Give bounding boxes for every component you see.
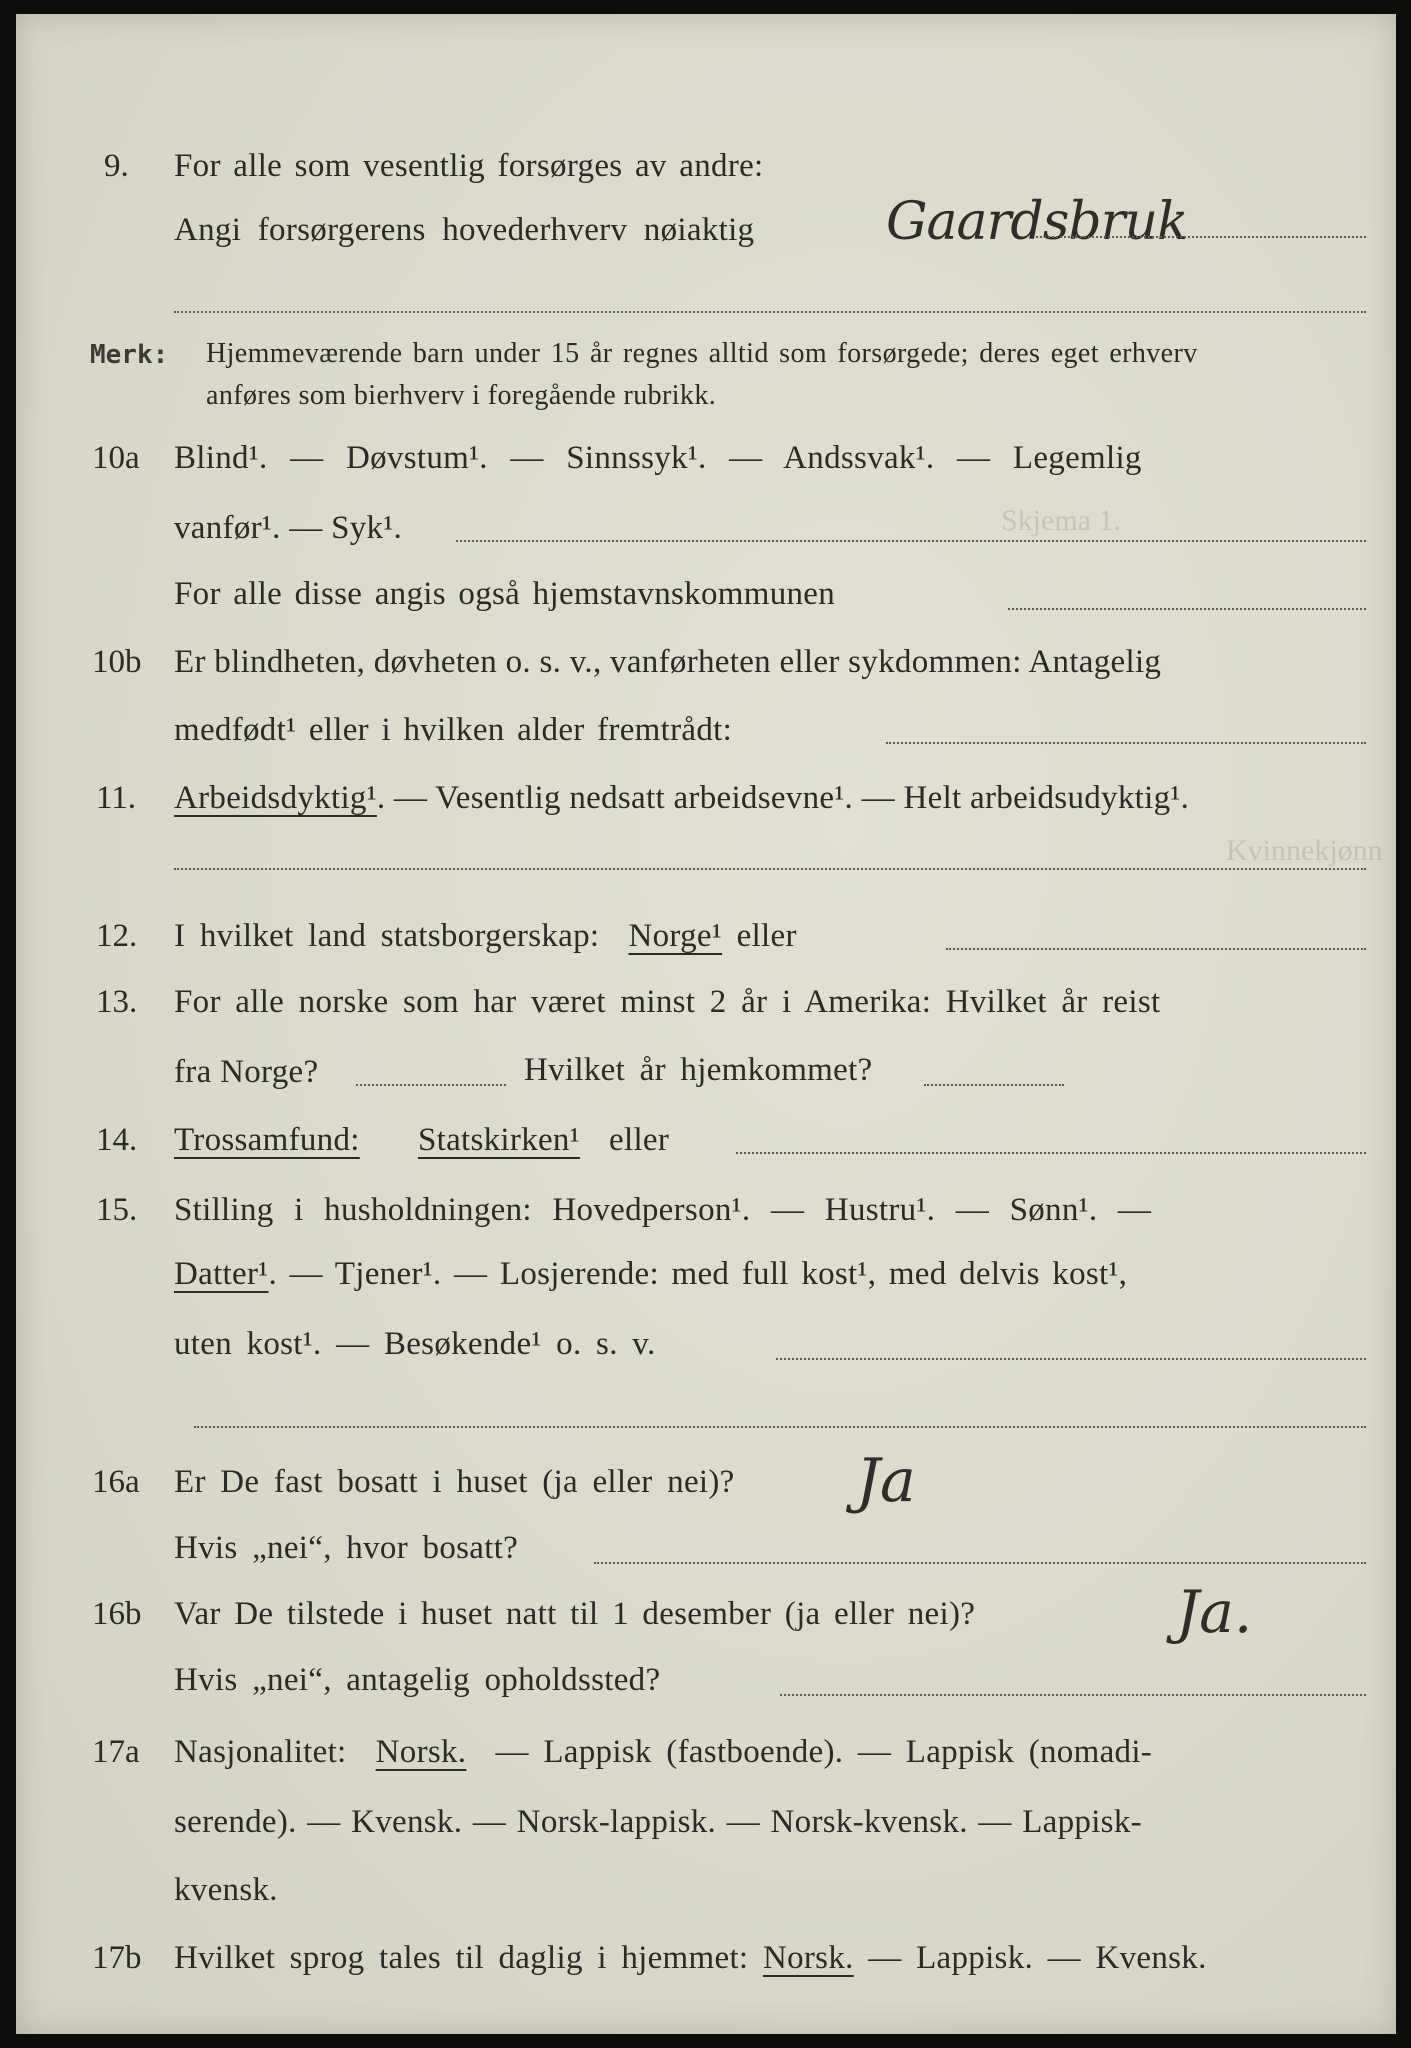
question-12-tail: eller — [736, 918, 797, 954]
question-16b-text-line2: Hvis „nei“, antagelig opholdssted? — [174, 1662, 661, 1698]
question-12-text — [174, 916, 797, 956]
question-9-text-line2: Angi forsørgerens hovederhverv nøiaktig — [174, 212, 755, 248]
question-17a-text — [174, 1732, 1152, 1772]
question-17a-options: — Lappisk (fastboende). — Lappisk (nomadi- — [495, 1734, 1153, 1770]
question-14-text — [174, 1120, 669, 1160]
note-label: Merk: — [90, 340, 169, 370]
question-10a-text-line3: For alle disse angis også hjemstavnskommunen — [174, 576, 836, 612]
option-selected: Datter¹ — [174, 1256, 269, 1292]
answer-line — [194, 1426, 1366, 1428]
census-form-page — [16, 14, 1396, 2034]
question-11-options: . — Vesentlig nedsatt arbeidsevne¹. — Helt arbeidsudyktig¹. — [376, 780, 1190, 816]
answer-line — [356, 1084, 506, 1086]
option-selected: Norsk. — [375, 1734, 467, 1770]
answer-line — [924, 1084, 1064, 1086]
question-14-label: Trossamfund: — [174, 1122, 360, 1158]
answer-line — [776, 1358, 1366, 1360]
question-17b-options: — Lappisk. — Kvensk. — [868, 1940, 1207, 1976]
question-number-14: 14. — [96, 1122, 138, 1158]
question-17b-text — [174, 1938, 1207, 1978]
question-15-text-line3: uten kost¹. — Besøkende¹ o. s. v. — [174, 1326, 656, 1362]
question-10a-text: Blind¹. — Døvstum¹. — Sinnssyk¹. — Andssvak¹. — Legemlig — [174, 440, 1142, 476]
question-16b-text: Var De tilstede i huset natt til 1 desember (ja eller nei)? — [174, 1596, 976, 1632]
question-13-text-line2b: Hvilket år hjemkommet? — [524, 1052, 873, 1088]
note-text-line2: anføres som bierhverv i foregående rubrikk. — [206, 380, 717, 411]
question-17a-text-line3: kvensk. — [174, 1872, 278, 1908]
answer-line — [1036, 236, 1366, 238]
question-number-11: 11. — [96, 780, 137, 816]
answer-line — [886, 742, 1366, 744]
show-through-text: Kvinnekjønn — [1226, 834, 1383, 867]
question-10b-text-line2: medfødt¹ eller i hvilken alder fremtrådt: — [174, 712, 733, 748]
question-number-17b: 17b — [92, 1940, 142, 1976]
answer-line — [594, 1562, 1366, 1564]
question-10b-text: Er blindheten, døvheten o. s. v., vanførheten eller sykdommen: Antagelig — [174, 644, 1162, 680]
handwritten-answer-16a: Ja — [856, 1446, 916, 1516]
question-number-10b: 10b — [92, 644, 142, 680]
question-number-9: 9. — [104, 148, 129, 184]
answer-line — [946, 948, 1366, 950]
question-16a-text-line2: Hvis „nei“, hvor bosatt? — [174, 1530, 519, 1566]
answer-line — [174, 311, 1366, 313]
handwritten-answer-16b: Ja. — [1176, 1578, 1253, 1646]
question-10a-text-line2: vanfør¹. — Syk¹. — [174, 510, 403, 546]
answer-line — [1008, 608, 1366, 610]
question-15-options: . — Tjener¹. — Losjerende: med full kost¹, med delvis kost¹, — [268, 1256, 1128, 1292]
question-number-16a: 16a — [92, 1464, 140, 1500]
question-number-12: 12. — [96, 918, 138, 954]
note-text: Hjemmeværende barn under 15 år regnes alltid som forsørgede; deres eget erhverv — [206, 338, 1198, 369]
question-17b-label: Hvilket sprog tales til daglig i hjemmet: — [174, 1940, 749, 1976]
question-15-text-line2 — [174, 1254, 1127, 1294]
question-number-17a: 17a — [92, 1734, 140, 1770]
question-11-text — [174, 778, 1189, 818]
question-9-text: For alle som vesentlig forsørges av andre: — [174, 148, 764, 184]
option-selected: Statskirken¹ — [417, 1122, 580, 1158]
answer-line — [780, 1694, 1366, 1696]
question-17a-label: Nasjonalitet: — [174, 1734, 347, 1770]
show-through-text: Skjema 1. — [1001, 504, 1121, 537]
answer-line — [174, 868, 1366, 870]
question-number-16b: 16b — [92, 1596, 142, 1632]
question-number-13: 13. — [96, 984, 138, 1020]
answer-line — [456, 540, 1366, 542]
option-selected: Arbeidsdyktig¹ — [174, 780, 377, 816]
question-16a-text: Er De fast bosatt i huset (ja eller nei)? — [174, 1464, 735, 1500]
option-selected: Norge¹ — [628, 918, 723, 954]
question-14-tail: eller — [609, 1122, 670, 1158]
question-13-text-line2a: fra Norge? — [174, 1054, 319, 1090]
question-17a-text-line2: serende). — Kvensk. — Norsk-lappisk. — Norsk-kvensk. — Lappisk- — [174, 1804, 1142, 1840]
question-13-text: For alle norske som har været minst 2 år i Amerika: Hvilket år reist — [174, 984, 1161, 1020]
answer-line — [736, 1152, 1366, 1154]
option-selected: Norsk. — [762, 1940, 854, 1976]
question-number-10a: 10a — [92, 440, 140, 476]
question-15-text: Stilling i husholdningen: Hovedperson¹. — Hustru¹. — Sønn¹. — — [174, 1192, 1152, 1228]
question-12-label: I hvilket land statsborgerskap: — [174, 918, 600, 954]
question-number-15: 15. — [96, 1192, 138, 1228]
handwritten-answer-9: Gaardsbruk — [886, 192, 1188, 252]
